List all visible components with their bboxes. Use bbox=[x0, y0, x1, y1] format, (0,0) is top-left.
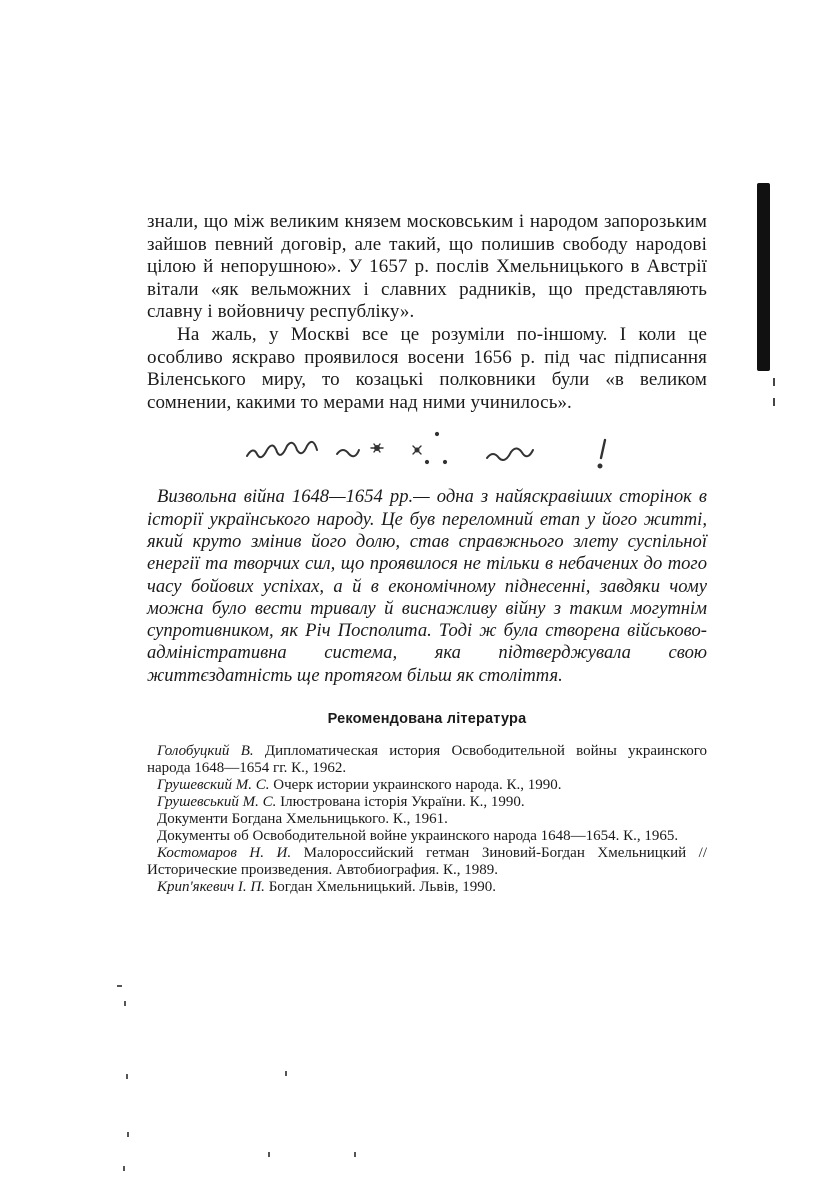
literature-author: Крип'якевич І. П. bbox=[157, 879, 265, 896]
literature-author: Голобуцкий В. bbox=[157, 743, 254, 760]
literature-item bbox=[147, 828, 707, 845]
scan-speck bbox=[285, 1071, 287, 1076]
literature-author: Грушевский М. С. bbox=[157, 777, 270, 794]
scan-speck bbox=[117, 985, 122, 987]
literature-item bbox=[147, 794, 707, 811]
binding-edge-mark bbox=[757, 183, 770, 371]
literature-heading: Рекомендована література bbox=[327, 711, 527, 728]
literature-list bbox=[147, 743, 707, 896]
literature-author: Костомаров Н. И. bbox=[157, 845, 292, 862]
literature-item bbox=[147, 777, 707, 794]
literature-text: Богдан Хмельницький. Львів, 1990. bbox=[264, 879, 496, 896]
scan-speck bbox=[268, 1152, 270, 1157]
ornament-divider bbox=[147, 428, 707, 474]
scan-speck bbox=[124, 1001, 126, 1006]
scan-speck bbox=[123, 1166, 125, 1171]
literature-item bbox=[147, 743, 707, 777]
literature-text: Очерк истории украинского народа. К., 1990. bbox=[269, 777, 562, 794]
literature-text: Дипломатическая история Освободительной войны украинского народа 1648—1654 гг. К., 1962. bbox=[147, 743, 708, 777]
scan-speck bbox=[354, 1152, 356, 1157]
literature-text: Ілюстрована історія України. К., 1990. bbox=[276, 794, 525, 811]
scan-speck bbox=[126, 1074, 128, 1079]
body-paragraph-2: На жаль, у Москві все це розуміли по-іншому. І коли це особливо яскраво проявилося восени 1656 р. під час підписання Віленського миру, то козацькі полковники були «в великом сомнении, какими то мерами над ними учинилось». bbox=[147, 323, 707, 413]
literature-text: Документи Богдана Хмельницького. К., 1961. bbox=[157, 811, 448, 828]
body-paragraph-1: знали, що між великим князем московським і народом запорозьким зайшов певний договір, але такий, що полишив свободу народові цілою й непорушною». У 1657 р. послів Хмельницького в Австрії вітали «як вельможних і славних радників, що представляють славну і войовничу республіку». bbox=[147, 211, 707, 323]
literature-author: Грушевський М. С. bbox=[157, 794, 277, 811]
ornament-icon bbox=[197, 428, 657, 474]
literature-item bbox=[147, 845, 707, 879]
literature-item bbox=[147, 811, 707, 828]
literature-item bbox=[147, 879, 707, 896]
edge-speck bbox=[773, 398, 775, 406]
scan-speck bbox=[127, 1132, 129, 1137]
literature-text: Малороссийский гетман Зиновий-Богдан Хмельницкий // Исторические произведения. Автобиография. К., 1989. bbox=[147, 845, 707, 879]
edge-speck bbox=[773, 378, 775, 386]
conclusion-paragraph: Визвольна війна 1648—1654 рр.— одна з найяскравіших сторінок в історії українського народу. Це був переломний етап у його житті, який круто змінив його долю, став справжнього злету суспільної енергії та творчих сил, що проявилося не тільки в небачених до того часу бойових успіхах, а й в економічному піднесенні, завдяки чому можна було вести тривалу й виснажливу війну з таким могутнім супротивником, як Річ Посполита. Тоді ж була створена військово-адміністративна система, яка підтверджувала свою життєздатність ще протягом більш як століття. bbox=[147, 486, 707, 686]
page-content bbox=[147, 211, 707, 896]
literature-text: Документы об Освободительной войне украинского народа 1648—1654. К., 1965. bbox=[157, 828, 679, 845]
